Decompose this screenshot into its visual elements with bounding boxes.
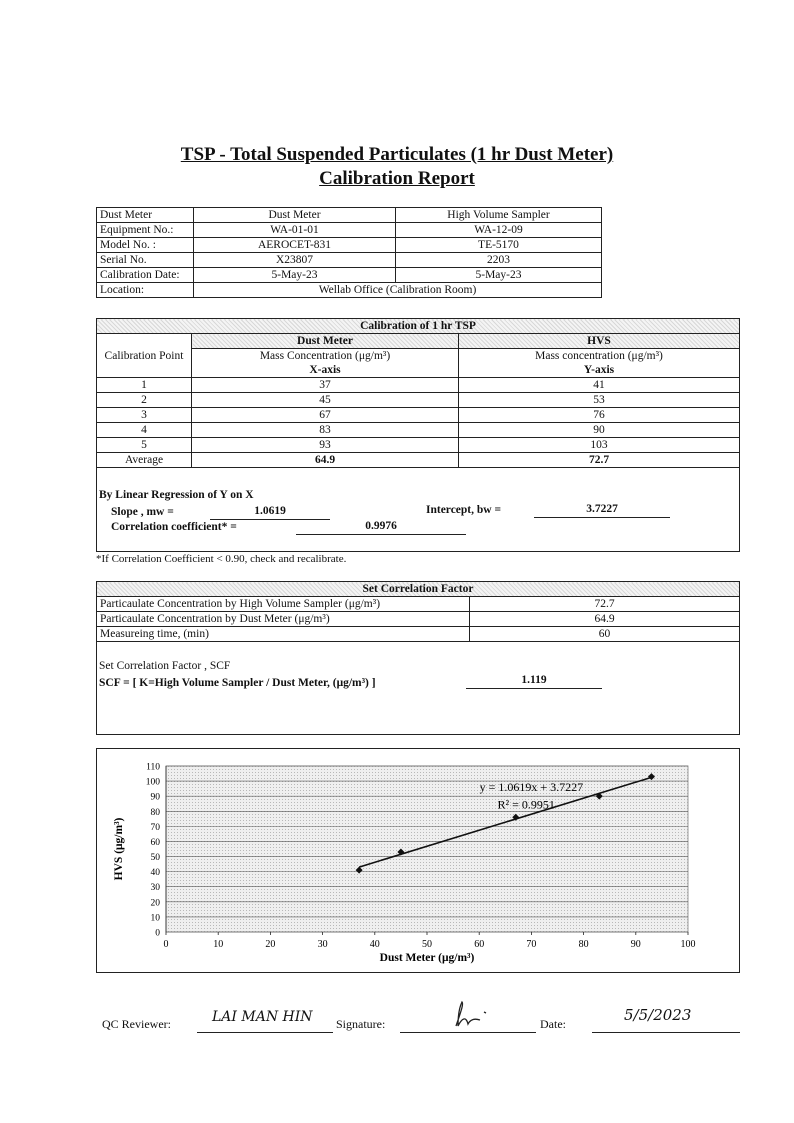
calibration-chart bbox=[96, 748, 740, 973]
info-header-label: Dust Meter bbox=[97, 208, 194, 223]
dm-value: WA-01-01 bbox=[194, 223, 396, 238]
point-x: 67 bbox=[192, 408, 459, 423]
y-tick-label: 100 bbox=[145, 777, 160, 788]
average-y: 72.7 bbox=[459, 453, 740, 468]
hvs-header: HVS bbox=[459, 334, 740, 349]
table-row bbox=[97, 283, 602, 298]
location-value: Wellab Office (Calibration Room) bbox=[194, 283, 602, 298]
y-tick-label: 20 bbox=[150, 898, 160, 909]
dm-value: AEROCET-831 bbox=[194, 238, 396, 253]
y-tick-label: 0 bbox=[155, 928, 160, 939]
x-tick-label: 20 bbox=[265, 939, 276, 950]
regression-heading: By Linear Regression of Y on X bbox=[99, 489, 254, 501]
y-tick-label: 90 bbox=[150, 792, 160, 803]
point-no: 2 bbox=[97, 393, 192, 408]
table-row bbox=[97, 393, 740, 408]
dm-value: 5-May-23 bbox=[194, 268, 396, 283]
row-label: Equipment No.: bbox=[97, 223, 194, 238]
y-tick-label: 60 bbox=[150, 837, 160, 848]
table-row bbox=[97, 253, 602, 268]
hvs-value: WA-12-09 bbox=[396, 223, 602, 238]
hvs-value: 5-May-23 bbox=[396, 268, 602, 283]
intercept-value: 3.7227 bbox=[534, 503, 670, 518]
scf-row-label: Particaulate Concentration by Dust Meter (μg/m³) bbox=[97, 612, 470, 627]
y-tick-label: 10 bbox=[150, 913, 160, 924]
scf-row-value: 64.9 bbox=[470, 612, 740, 627]
info-header-dm: Dust Meter bbox=[194, 208, 396, 223]
table-row bbox=[97, 378, 740, 393]
y-tick-label: 50 bbox=[150, 853, 160, 864]
intercept-label: Intercept, bw = bbox=[426, 504, 502, 516]
scf-row-label: Particaulate Concentration by High Volume Sampler (μg/m³) bbox=[97, 597, 470, 612]
y-tick-label: 40 bbox=[150, 868, 160, 879]
point-x: 83 bbox=[192, 423, 459, 438]
calibration-title: Calibration of 1 hr TSP bbox=[97, 319, 740, 334]
x-tick-label: 10 bbox=[213, 939, 224, 950]
point-x: 93 bbox=[192, 438, 459, 453]
row-label: Calibration Date: bbox=[97, 268, 194, 283]
table-row bbox=[97, 612, 740, 627]
correlation-label: Correlation coefficient* = bbox=[111, 521, 237, 533]
table-row bbox=[97, 423, 740, 438]
point-y: 41 bbox=[459, 378, 740, 393]
calibration-table bbox=[96, 318, 740, 468]
equipment-table bbox=[96, 207, 602, 298]
scf-row-value: 72.7 bbox=[470, 597, 740, 612]
table-row bbox=[97, 453, 740, 468]
x-tick-label: 80 bbox=[578, 939, 589, 950]
slope-value: 1.0619 bbox=[210, 505, 330, 520]
x-tick-label: 40 bbox=[369, 939, 380, 950]
x-tick-label: 70 bbox=[526, 939, 537, 950]
table-row bbox=[97, 597, 740, 612]
scf-label: Set Correlation Factor , SCF bbox=[99, 660, 231, 672]
point-y: 90 bbox=[459, 423, 740, 438]
x-axis-title: Dust Meter (μg/m³) bbox=[379, 952, 475, 964]
point-no: 1 bbox=[97, 378, 192, 393]
point-no: 5 bbox=[97, 438, 192, 453]
report-subtitle: Calibration Report bbox=[319, 168, 475, 189]
table-row bbox=[97, 408, 740, 423]
x-tick-label: 90 bbox=[630, 939, 641, 950]
r-squared: R² = 0.9951 bbox=[497, 797, 555, 812]
location-label: Location: bbox=[97, 283, 194, 298]
slope-label: Slope , mw = bbox=[111, 506, 174, 518]
signature-label: Signature: bbox=[336, 1017, 386, 1031]
x-tick-label: 50 bbox=[422, 939, 432, 950]
date-label: Date: bbox=[540, 1017, 566, 1031]
x-tick-label: 0 bbox=[163, 939, 169, 950]
qc-reviewer-signature: LAI MAN HIN bbox=[212, 1009, 313, 1025]
x-tick-label: 60 bbox=[474, 939, 485, 950]
y-tick-label: 30 bbox=[150, 883, 160, 894]
scf-value: 1.119 bbox=[466, 674, 602, 689]
x-tick-label: 100 bbox=[680, 939, 696, 950]
y-tick-label: 110 bbox=[146, 762, 160, 773]
table-row bbox=[97, 438, 740, 453]
x-tick-label: 30 bbox=[317, 939, 328, 950]
scf-row-label: Measureing time, (min) bbox=[97, 627, 470, 642]
y-axis-title: HVS (μg/m³) bbox=[113, 817, 125, 881]
info-header-hvs: High Volume Sampler bbox=[396, 208, 602, 223]
hvs-value: 2203 bbox=[396, 253, 602, 268]
scf-title: Set Correlation Factor bbox=[97, 582, 740, 597]
scf-row-value: 60 bbox=[470, 627, 740, 642]
table-row bbox=[97, 238, 602, 253]
hvs-value: TE-5170 bbox=[396, 238, 602, 253]
table-row bbox=[97, 268, 602, 283]
row-label: Serial No. bbox=[97, 253, 194, 268]
report-title: TSP - Total Suspended Particulates (1 hr Dust Meter) bbox=[180, 144, 614, 165]
point-x: 45 bbox=[192, 393, 459, 408]
point-y: 76 bbox=[459, 408, 740, 423]
y-tick-label: 80 bbox=[150, 807, 160, 818]
table-row bbox=[97, 223, 602, 238]
average-x: 64.9 bbox=[192, 453, 459, 468]
point-y: 53 bbox=[459, 393, 740, 408]
calibration-point-header: Calibration Point bbox=[97, 334, 192, 378]
correlation-note: *If Correlation Coefficient < 0.90, check and recalibrate. bbox=[96, 553, 347, 565]
row-label: Model No. : bbox=[97, 238, 194, 253]
trend-equation: y = 1.0619x + 3.7227 bbox=[479, 779, 584, 794]
point-x: 37 bbox=[192, 378, 459, 393]
scf-table bbox=[96, 581, 740, 642]
y-tick-label: 70 bbox=[150, 822, 160, 833]
table-row bbox=[97, 627, 740, 642]
dm-value: X23807 bbox=[194, 253, 396, 268]
average-label: Average bbox=[97, 453, 192, 468]
signature-mark bbox=[450, 1000, 500, 1030]
point-y: 103 bbox=[459, 438, 740, 453]
y-axis-label: Y-axis bbox=[459, 363, 740, 378]
dm-unit: Mass Concentration (μg/m³) bbox=[192, 349, 459, 364]
dust-meter-header: Dust Meter bbox=[192, 334, 459, 349]
qc-reviewer-label: QC Reviewer: bbox=[102, 1017, 171, 1031]
x-axis-label: X-axis bbox=[192, 363, 459, 378]
correlation-value: 0.9976 bbox=[296, 520, 466, 535]
point-no: 4 bbox=[97, 423, 192, 438]
scf-formula: SCF = [ K=High Volume Sampler / Dust Meter, (μg/m³) ] bbox=[99, 677, 376, 689]
point-no: 3 bbox=[97, 408, 192, 423]
date-value: 5/5/2023 bbox=[624, 1006, 692, 1024]
hvs-unit: Mass concentration (μg/m³) bbox=[459, 349, 740, 364]
